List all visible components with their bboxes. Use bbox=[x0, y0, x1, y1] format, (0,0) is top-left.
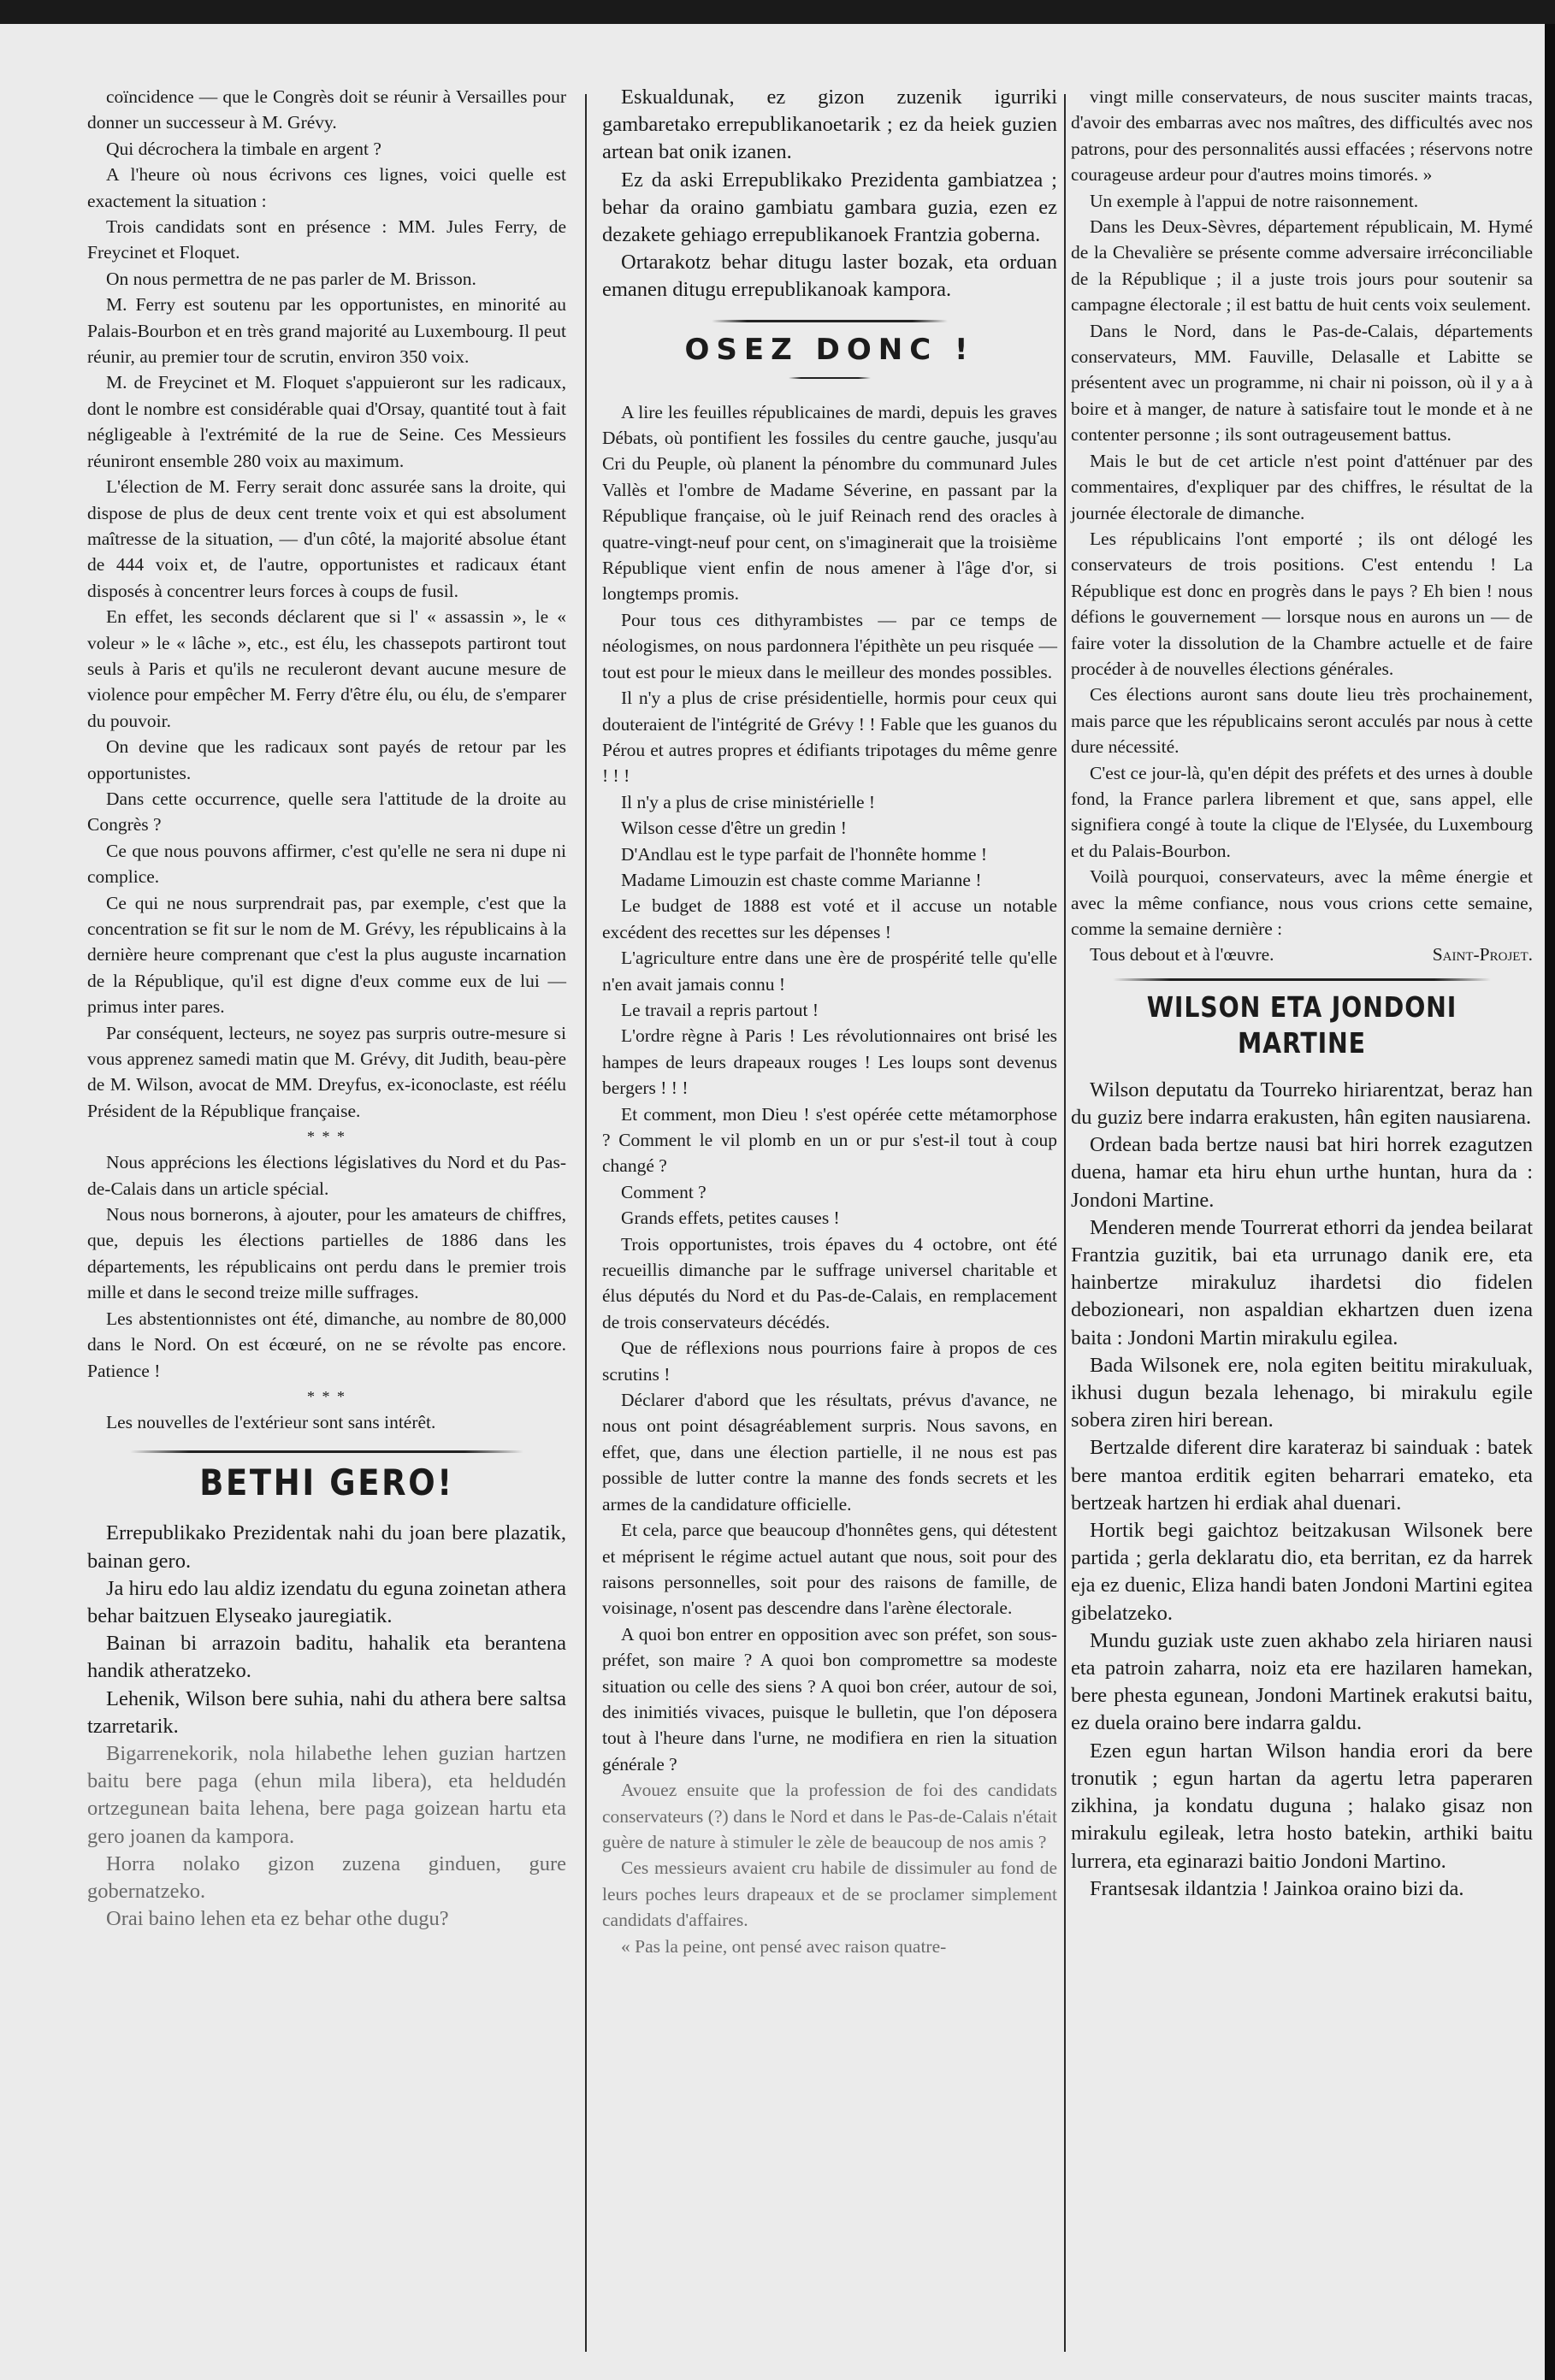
paragraph: Dans cette occurrence, quelle sera l'attitude de la droite au Congrès ? bbox=[87, 788, 566, 836]
paragraph: En effet, les seconds déclarent que si l' « assassin », le « voleur » le « lâche », etc., est élu, les chassepots partiront tout seuls à Paris et qu'ils ne reculeront devant aucune mesure de violence pour empêcher M. Ferry d'être élu, ou élu, de s'emparer du pouvoir. bbox=[87, 606, 566, 731]
paragraph: Les républicains l'ont emporté ; ils ont délogé les conservateurs de trois positions. C'est entendu ! La République est donc en progrès dans le pays ? Eh bien ! nous défions le gouvernement — lorsque nous en aurons un — de faire voter la dissolution de la Chambre actuelle et de faire procéder à de nouvelles élections générales. bbox=[1071, 528, 1533, 679]
wilson-article bbox=[1071, 1077, 1533, 1903]
paragraph: Mundu guziak uste zuen akhabo zela hiriaren nausi eta patroin zaharra, noiz eta ere hazilaren hamekan, bere phesta egunean, Jondoni Martinek erakutsi baitu, ez duela oraino bere indarra galdu. bbox=[1071, 1628, 1533, 1735]
paragraph: L'élection de M. Ferry serait donc assurée sans la droite, qui dispose de plus de deux cent trente voix et qui est absolument maîtresse de la situation, — d'un côté, la majorité absolue étant de 444 voix et, de l'autre, opportunistes et radicaux étant disposés à concentrer leurs forces à coups de fusil. bbox=[87, 476, 566, 601]
column-divider-2 bbox=[1064, 94, 1066, 2352]
paragraph: Ordean bada bertze nausi bat hiri horrek ezagutzen duena, hamar eta hiru ehun urthe huntan, hura da : Jondoni Martine. bbox=[1071, 1133, 1533, 1212]
paragraph: Voilà pourquoi, conservateurs, avec la même énergie et avec la même confiance, nous vous crions cette semaine, comme la semaine dernière : bbox=[1071, 866, 1533, 939]
paragraph: Wilson cesse d'être un gredin ! bbox=[621, 818, 847, 839]
paragraph: Ortarakotz behar ditugu laster bozak, eta orduan emanen ditugu errepublikanoak kampora. bbox=[602, 251, 1057, 302]
paragraph: Et comment, mon Dieu ! s'est opérée cette métamorphose ? Comment le vil plomb en un or pur s'est-il tout à coup changé ? bbox=[602, 1103, 1057, 1177]
paragraph: A l'heure où nous écrivons ces lignes, voici quelle est exactement la situation : bbox=[87, 164, 566, 211]
paragraph: C'est ce jour-là, qu'en dépit des préfets et des urnes à double fond, la France parlera librement et que, sans appel, elle signifiera congé à toute la clique de l'Elysée, du Luxembourg et du Palais-Bourbon. bbox=[1071, 762, 1533, 861]
paragraph: Par conséquent, lecteurs, ne soyez pas surpris outre-mesure si vous apprenez samedi matin que M. Grévy, dit Judith, beau-père de M. Wilson, avocat de MM. Dreyfus, ex-iconoclaste, est réélu Président de la République française. bbox=[87, 1022, 566, 1121]
paragraph: « Pas la peine, ont pensé avec raison quatre- bbox=[621, 1935, 947, 1957]
paragraph: Le travail a repris partout ! bbox=[621, 999, 819, 1020]
paragraph: On devine que les radicaux sont payés de retour par les opportunistes. bbox=[87, 736, 566, 783]
paragraph: Bainan bi arrazoin baditu, hahalik eta berantena handik atheratzeko. bbox=[87, 1632, 566, 1683]
paragraph: Errepublikako Prezidentak nahi du joan bere plazatik, bainan gero. bbox=[87, 1521, 566, 1573]
paragraph: Eskualdunak, ez gizon zuzenik igurriki gambaretako errepublikanoetarik ; ez da heiek guzien artean bat onik izanen. bbox=[602, 86, 1057, 164]
paragraph: Pour tous ces dithyrambistes — par ce temps de néologismes, on nous pardonnera l'épithète un peu risquée — tout est pour le mieux dans le meilleur des mondes possibles. bbox=[602, 609, 1057, 682]
column-2 bbox=[602, 84, 1057, 1959]
congres-article bbox=[87, 84, 566, 1124]
separator-stars-2: * * * bbox=[307, 1387, 346, 1405]
paragraph: Ces élections auront sans doute lieu très prochainement, mais parce que les républicains seront acculés par nous à cette dure nécessité. bbox=[1071, 684, 1533, 758]
paragraph: Frantsesak ildantzia ! Jainkoa oraino bizi da. bbox=[1090, 1876, 1464, 1900]
paragraph: Déclarer d'abord que les résultats, prévus d'avance, ne nous ont point désagréablement surpris. Nous savons, en effet, que, dans une élection partielle, il ne nous est pas possible de lutter contre la manne des fonds secrets et les armes de la candidature officielle. bbox=[602, 1390, 1057, 1515]
paragraph: Bada Wilsonek ere, nola egiten beititu mirakuluak, ikhusi dugun bezala lehenago, bi mirakulu egile sobera ziren hiri berean. bbox=[1071, 1353, 1533, 1432]
paragraph: vingt mille conservateurs, de nous susciter maints tracas, d'avoir des embarras avec nos maîtres, des difficultés avec nos patrons, pour des personnalités aussi effacées ; réservons notre courageuse ardeur pour d'autres moins timorés. » bbox=[1071, 86, 1533, 186]
column-3 bbox=[1071, 84, 1533, 1903]
headline-wilson-eta-jondoni-martine: WILSON ETA JONDONI MARTINE bbox=[1146, 989, 1457, 1060]
paragraph: Mais le but de cet article n'est point d'atténuer par des commentaires, d'expliquer par des chiffres, le résultat de la journée électorale de dimanche. bbox=[1071, 450, 1533, 523]
eskualdunak-paragraphs bbox=[602, 84, 1057, 304]
bethi-gero-article bbox=[87, 1520, 566, 1933]
paragraph: Qui décrochera la timbale en argent ? bbox=[106, 138, 381, 159]
paragraph: Bigarrenekorik, nola hilabethe lehen guzian hartzen baitu bere paga (ehun mila libera), eta heldudén ortzegunean baita lehena, bere paga goizean hartu eta gero joanen da kampora. bbox=[87, 1741, 566, 1848]
paragraph: Il n'y a plus de crise présidentielle, hormis pour ceux qui douteraient de l'intégrité de Grévy ! ! Fable que les guanos du Pérou et autres propres et édifiants tripotages du même genre ! ! ! bbox=[602, 688, 1057, 787]
paragraph: Ce que nous pouvons affirmer, c'est qu'elle ne sera ni dupe ni complice. bbox=[87, 840, 566, 888]
paragraph: Lehenik, Wilson bere suhia, nahi du athera bere saltsa tzarretarik. bbox=[87, 1686, 566, 1738]
headline-osez-donc: OSEZ DONC ! bbox=[684, 332, 975, 367]
paragraph: On nous permettra de ne pas parler de M. Brisson. bbox=[106, 268, 476, 289]
paragraph: Trois opportunistes, trois épaves du 4 octobre, ont été recueillis dimanche par le suffrage universel charitable et élus députés du Nord et du Pas-de-Calais, en remplacement de trois conservateurs décédés. bbox=[602, 1233, 1057, 1332]
paragraph: Hortik begi gaichtoz beitzakusan Wilsonek bere partida ; gerla deklaratu dio, eta berritan, ez da harrek eja ez duenic, Eliza handi baten Jondoni Martini egitea gibelatzeko. bbox=[1071, 1519, 1533, 1625]
paragraph: coïncidence — que le Congrès doit se réunir à Versailles pour donner un successeur à M. Grévy. bbox=[87, 86, 566, 133]
paragraph: Le budget de 1888 est voté et il accuse un notable excédent des recettes sur les dépenses ! bbox=[602, 895, 1057, 942]
paragraph: Horra nolako gizon zuzena ginduen, gure gobernatzeko. bbox=[87, 1851, 566, 1903]
paragraph: Trois candidats sont en présence : MM. Jules Ferry, de Freycinet et Floquet. bbox=[87, 216, 566, 263]
paragraph: Les abstentionnistes ont été, dimanche, au nombre de 80,000 dans le Nord. On est écœuré, on ne se révolte pas encore. Patience ! bbox=[87, 1308, 566, 1381]
column-1 bbox=[87, 84, 566, 1933]
paragraph: D'Andlau est le type parfait de l'honnête homme ! bbox=[621, 843, 988, 865]
paragraph: Ces messieurs avaient cru habile de dissimuler au fond de leurs poches leurs drapeaux et de se proclamer simplement candidats d'affaires. bbox=[602, 1857, 1057, 1931]
paragraph: M. Ferry est soutenu par les opportunistes, en minorité au Palais-Bourbon et en très grand majorité au Luxembourg. Il peut réunir, au premier tour de scrutin, environ 350 voix. bbox=[87, 294, 566, 368]
section-rule bbox=[130, 1450, 523, 1453]
paragraph: Comment ? bbox=[621, 1181, 707, 1202]
paragraph: Ezen egun hartan Wilson handia erori da bere tronutik ; egun hartan da agertu letra paperaren zikhina, ja kondatu duguna ; halako gisaz non mirakulu egileak, letra hosto batekin, arthiki baitu lurrera, eta eginarazi baitio Jondoni Martino. bbox=[1071, 1739, 1533, 1873]
paragraph: A quoi bon entrer en opposition avec son préfet, son sous-préfet, son maire ? A quoi bon compromettre sa modeste situation ou celle des siens ? A quoi bon créer, autour de soi, des inimitiés vivaces, puisque le bulletin, que l'on déposera tout à l'heure dans l'urne, ne modifiera en rien la situation générale ? bbox=[602, 1623, 1057, 1775]
elections-note bbox=[87, 1149, 566, 1384]
osez-donc-continued bbox=[1071, 84, 1533, 942]
paragraph: Que de réflexions nous pourrions faire à propos de ces scrutins ! bbox=[602, 1338, 1057, 1385]
paragraph: Nous apprécions les élections législatives du Nord et du Pas-de-Calais dans un article spécial. bbox=[87, 1152, 566, 1199]
exterior-note bbox=[87, 1409, 566, 1435]
osez-donc-article bbox=[602, 399, 1057, 1959]
title-underline bbox=[789, 377, 871, 379]
paragraph: A lire les feuilles républicaines de mardi, depuis les graves Débats, où pontifient les fossiles du centre gauche, jusqu'au Cri du Peuple, où planent la pénombre du communard Jules Vallès et l'ombre de Madame Séverine, en passant par la République française, où le juif Reinach rend des oracles à quatre-vingt-neuf pour cent, on s'imaginerait que la troisième République vient enfin de nous amener à l'âge d'or, si longtemps promis. bbox=[602, 401, 1057, 605]
paragraph: Ja hiru edo lau aldiz izendatu du eguna zoinetan athera behar baitzuen Elyseako jauregiatik. bbox=[87, 1576, 566, 1627]
paragraph: L'agriculture entre dans une ère de prospérité telle qu'elle n'en avait jamais connu ! bbox=[602, 948, 1057, 995]
scan-edge bbox=[1545, 24, 1555, 2380]
author-signature: Saint-Projet. bbox=[1432, 944, 1533, 966]
paragraph: Dans les Deux-Sèvres, département républicain, M. Hymé de la Chevalière se présente comme adversaire irréconciliable de la République ; il a juste trois jours pour soutenir sa campagne électorale ; il est battu de huit cents voix seulement. bbox=[1071, 216, 1533, 316]
section-rule bbox=[1113, 978, 1492, 981]
paragraph: Un exemple à l'appui de notre raisonnement. bbox=[1090, 190, 1419, 211]
section-rule bbox=[712, 320, 949, 322]
signature-line bbox=[1071, 942, 1533, 967]
paragraph: Ce qui ne nous surprendrait pas, par exemple, c'est que la concentration se fit sur le nom de M. Grévy, les républicains à la dernière heure comprenant que c'est la plus auguste incarnation de la République, qu'il est digne d'eux comme eux de lui — primus inter pares. bbox=[87, 892, 566, 1018]
paragraph: Avouez ensuite que la profession de foi des candidats conservateurs (?) dans le Nord et dans le Pas-de-Calais n'était guère de nature à stimuler le zèle de beaucoup de nos amis ? bbox=[602, 1780, 1057, 1852]
paragraph: Madame Limouzin est chaste comme Marianne ! bbox=[621, 869, 982, 890]
paragraph: Les nouvelles de l'extérieur sont sans intérêt. bbox=[106, 1411, 436, 1432]
paragraph: Wilson deputatu da Tourreko hiriarentzat, beraz han du guziz bere indarra erakusten, hân egiten nausiarena. bbox=[1071, 1078, 1533, 1130]
separator-stars-1: * * * bbox=[307, 1128, 346, 1146]
paragraph: Et cela, parce que beaucoup d'honnêtes gens, qui détestent et méprisent le régime actuel autant que nous, soit pour des raisons personnelles, soit pour des raisons de famille, de voisinage, n'osent pas descendre dans l'arène électorale. bbox=[602, 1520, 1057, 1619]
newspaper-page bbox=[0, 24, 1546, 2380]
paragraph: Il n'y a plus de crise ministérielle ! bbox=[621, 791, 876, 812]
paragraph: Menderen mende Tourrerat ethorri da jendea beilarat Frantzia guzitik, bai eta urrunago danik ere, eta hainbertze mirakuluz ihardetsi dio fidelen debozioneari, non aspaldian ekhartzen duen izena baita : Jondoni Martin mirakulu egilea. bbox=[1071, 1215, 1533, 1349]
paragraph: Orai baino lehen eta ez behar othe dugu? bbox=[106, 1907, 449, 1931]
paragraph: Grands effets, petites causes ! bbox=[621, 1208, 840, 1229]
paragraph: Dans le Nord, dans le Pas-de-Calais, départements conservateurs, MM. Fauville, Delasalle et Labitte se présentent avec un programme, ni chair ni poisson, où il y a à boire et à manger, de nature à satisfaire tout le monde et à ne contenter personne ; ils sont outrageusement battus. bbox=[1071, 320, 1533, 446]
paragraph: Bertzalde diferent dire karateraz bi sainduak : batek bere mantoa erditik egiten beharrari emateko, eta bertzeak hartzen hi erdiak ahal duenari. bbox=[1071, 1436, 1533, 1515]
closing-line: Tous debout et à l'œuvre. bbox=[1090, 944, 1274, 966]
column-divider-1 bbox=[585, 94, 587, 2352]
paragraph: Nous nous bornerons, à ajouter, pour les amateurs de chiffres, que, depuis les élections partielles de 1886 dans les départements, les républicains ont perdu dans le premier trois mille et dans le second treize mille suffrages. bbox=[87, 1204, 566, 1303]
paragraph: M. de Freycinet et M. Floquet s'appuieront sur les radicaux, dont le nombre est considérable quai d'Orsay, quantité tout à fait négligeable à l'extrémité de la rue de Seine. Ces Messieurs réuniront ensemble 280 voix au maximum. bbox=[87, 372, 566, 471]
paragraph: L'ordre règne à Paris ! Les révolutionnaires ont brisé les hampes de leurs drapeaux rouges ! Les loups sont devenus bergers ! ! ! bbox=[602, 1025, 1057, 1099]
headline-bethi-gero: BETHI GERO! bbox=[199, 1462, 454, 1504]
paragraph: Ez da aski Errepublikako Prezidenta gambiatzea ; behar da oraino gambiatu gambara guzia, ezen ez dezakete gehiago errepublikanoek Frantzia goberna. bbox=[602, 168, 1057, 247]
